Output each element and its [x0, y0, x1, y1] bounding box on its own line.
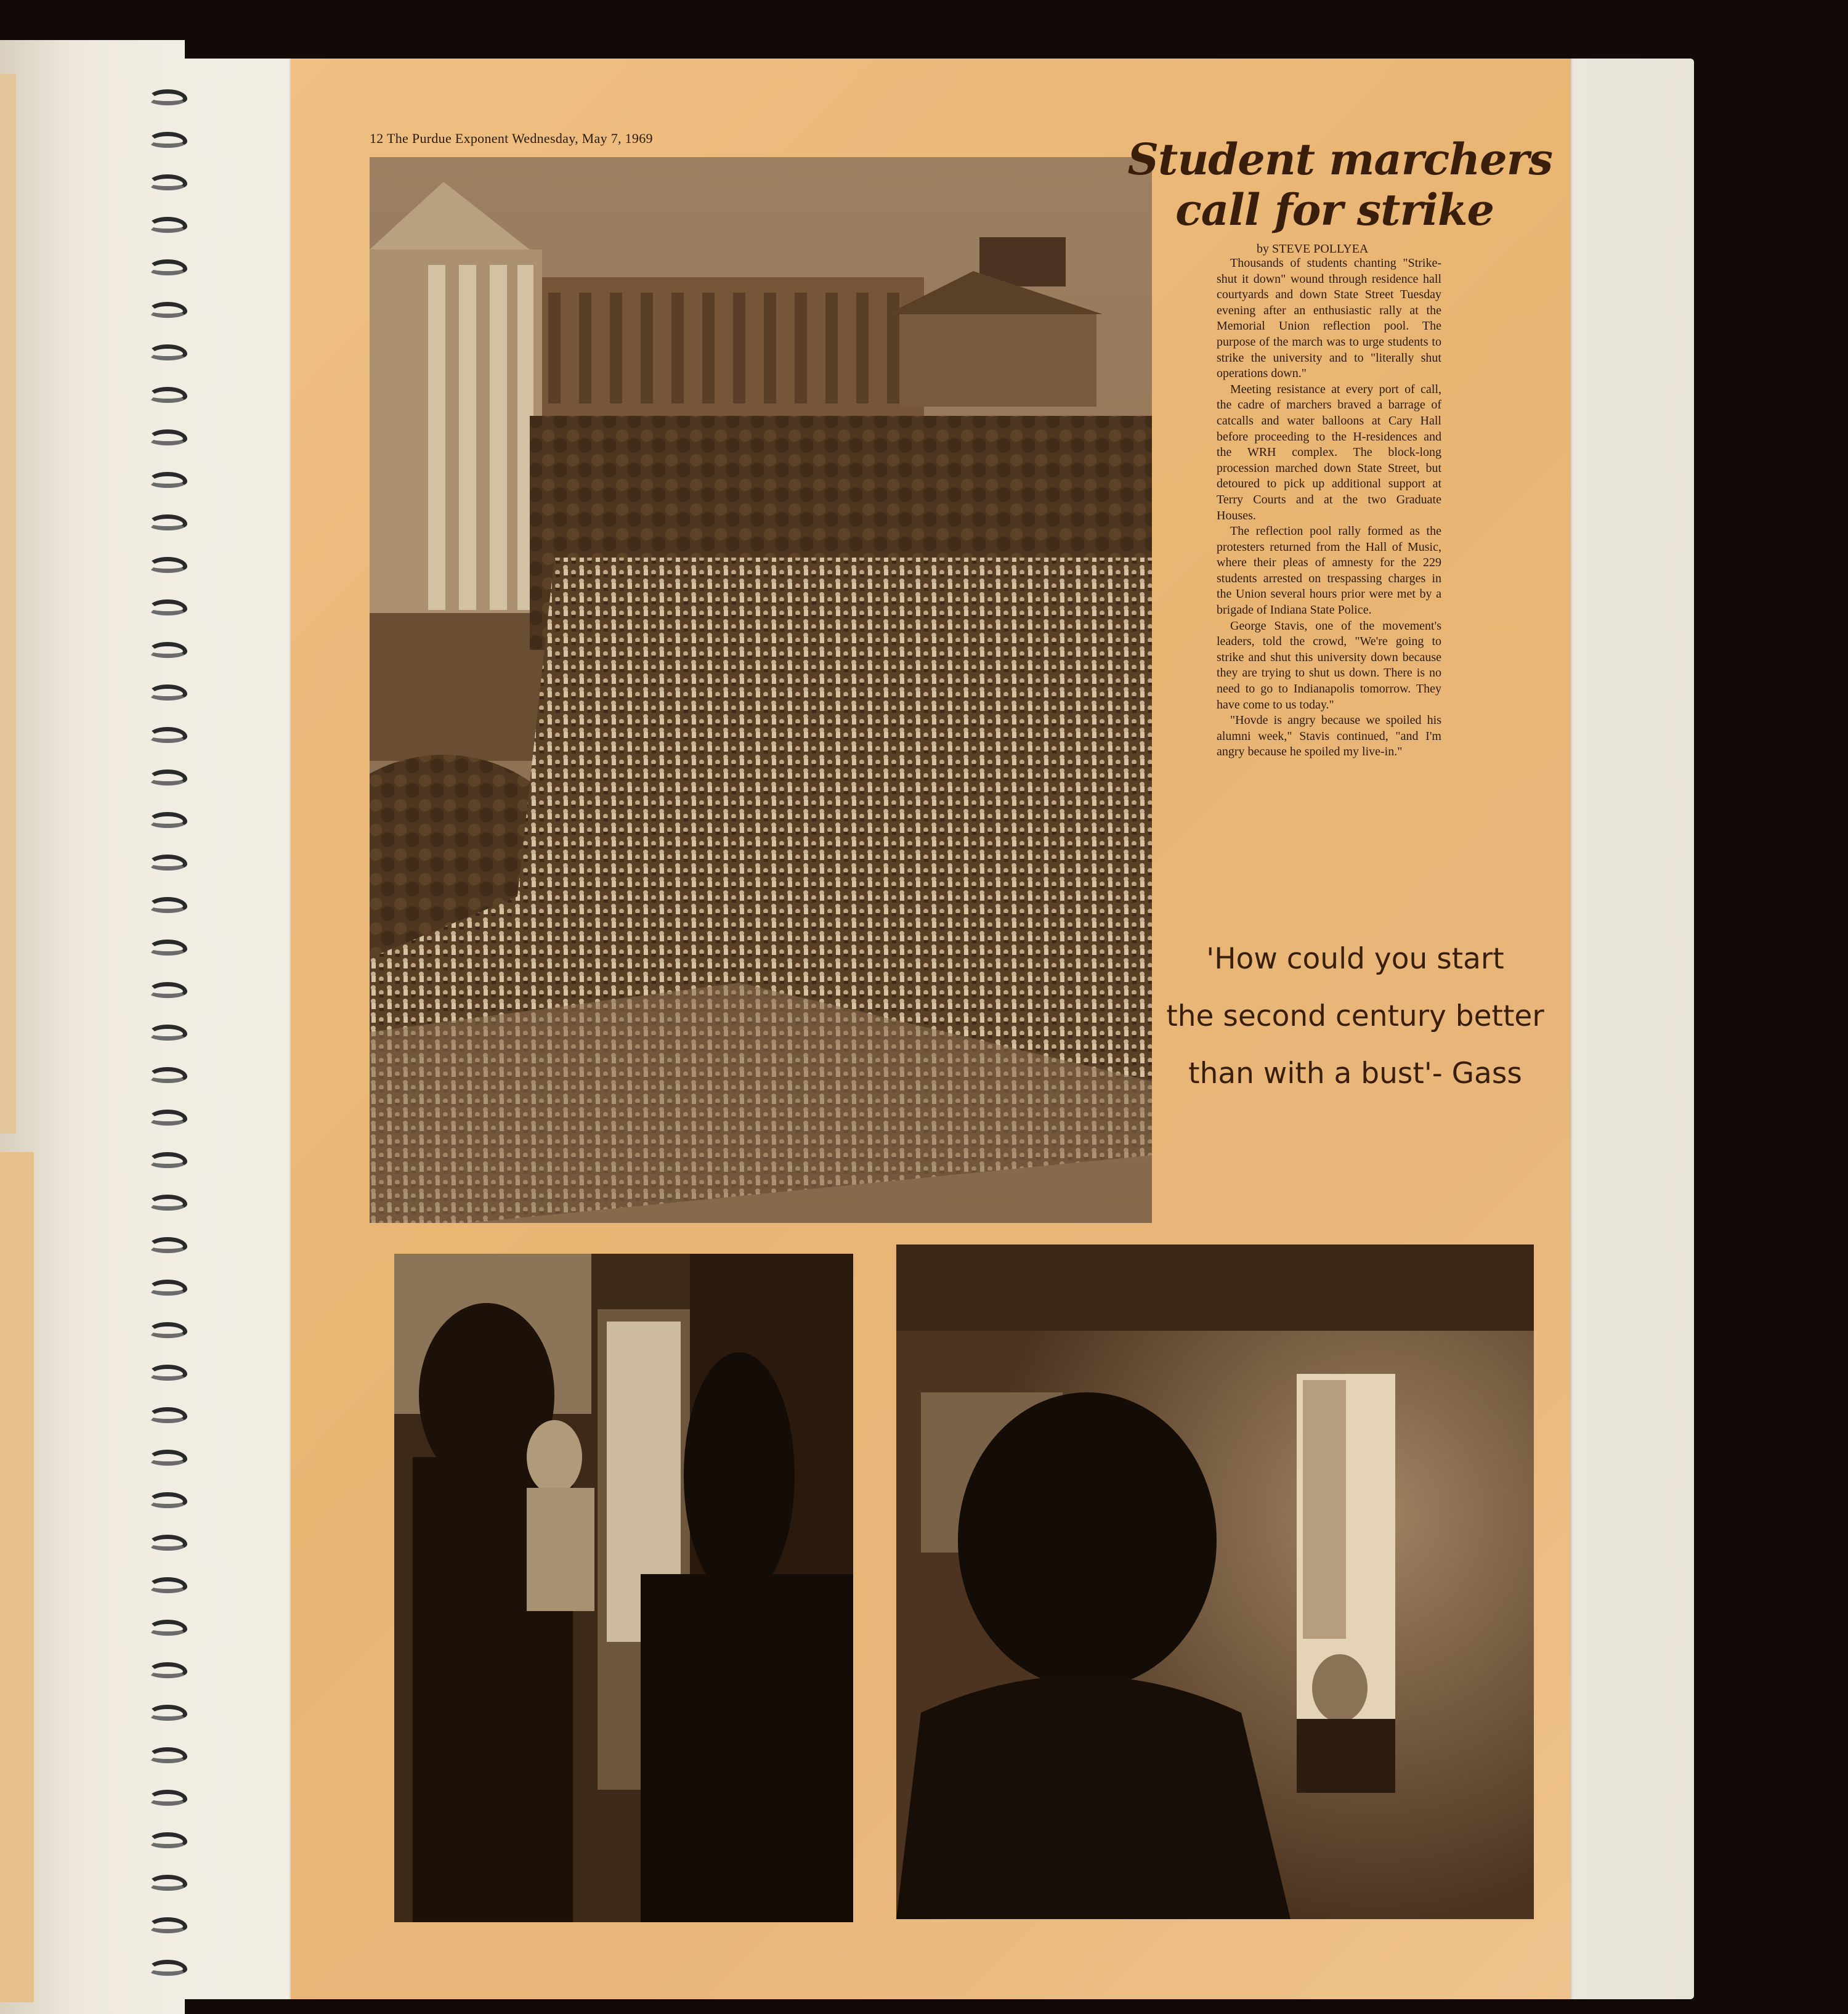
binding-ring — [148, 940, 187, 956]
left-page-clipping-edge — [0, 74, 16, 1134]
binding-ring — [148, 344, 187, 360]
crowd-photo — [370, 157, 1152, 1223]
binding-ring — [148, 855, 187, 871]
binding-ring — [148, 259, 187, 275]
binding-ring — [148, 1577, 187, 1593]
headline-line-2: call for strike — [1175, 184, 1494, 235]
binding-ring — [148, 1110, 187, 1126]
binding-ring — [148, 1195, 187, 1211]
binding-ring — [148, 1875, 187, 1891]
binding-ring — [148, 982, 187, 998]
binding-ring — [148, 1152, 187, 1168]
article-paragraph: Thousands of students chanting "Strike-shut it down" wound through residence hall courtyards and down State Street Tuesday evening after an enthusiastic rally at the Memorial Union reflection pool. The purpose of the march was to urge students to strike the university and to "literally shut operations down." — [1217, 256, 1441, 381]
binding-ring — [148, 684, 187, 700]
binding-ring — [148, 302, 187, 318]
article-body — [1217, 256, 1441, 760]
binding-ring — [148, 514, 187, 530]
pull-quote — [1158, 930, 1552, 1102]
pull-quote-line: 'How could you start — [1206, 942, 1504, 976]
binding-ring — [148, 1450, 187, 1466]
binding-ring — [148, 1662, 187, 1678]
binding-ring — [148, 1322, 187, 1338]
binding-ring — [148, 132, 187, 148]
binding-ring — [148, 1025, 187, 1041]
binding-ring — [148, 174, 187, 190]
binding-ring — [148, 599, 187, 615]
binding-ring — [148, 1535, 187, 1551]
binding-ring — [148, 727, 187, 743]
binding-ring — [148, 1747, 187, 1763]
binding-ring — [148, 1917, 187, 1933]
binding-ring — [148, 812, 187, 828]
article-paragraph: George Stavis, one of the movement's leaders, told the crowd, "We're going to strike and shut this university down because they are trying to shut us down. There is no need to go to Indianapolis tomorrow. They have come to us today." — [1217, 619, 1441, 712]
binding-ring — [148, 769, 187, 786]
article-paragraph: "Hovde is angry because we spoiled his alumni week," Stavis continued, "and I'm angry because he spoiled my live-in." — [1217, 713, 1441, 759]
binding-ring — [148, 1237, 187, 1253]
binding-ring — [148, 89, 187, 105]
binding-ring — [148, 642, 187, 658]
binding-ring — [148, 429, 187, 445]
doorway-photo — [394, 1254, 853, 1922]
headline — [1121, 134, 1552, 235]
byline: by STEVE POLLYEA — [1257, 242, 1369, 256]
binding-ring — [148, 1705, 187, 1721]
binding-ring — [148, 1365, 187, 1381]
binding-ring — [148, 1790, 187, 1806]
page-folio: 12 The Purdue Exponent Wednesday, May 7, 1969 — [370, 131, 653, 146]
window-photo — [896, 1245, 1534, 1919]
pull-quote-line: than with a bust'- Gass — [1188, 1057, 1522, 1090]
spiral-binding — [148, 89, 191, 1984]
binding-ring — [148, 1960, 187, 1976]
binding-ring — [148, 1620, 187, 1636]
binding-ring — [148, 1407, 187, 1423]
pull-quote-line: the second century better — [1166, 999, 1544, 1033]
left-page-clipping-edge-lower — [0, 1152, 34, 2002]
binding-ring — [148, 1492, 187, 1508]
binding-ring — [148, 1067, 187, 1083]
article-paragraph: The reflection pool rally formed as the protesters returned from the Hall of Music, where their pleas of amnesty for the 229 students arrested on trespassing charges in the Union several hours prior were met by a brigade of Indiana State Police. — [1217, 524, 1441, 617]
binding-ring — [148, 897, 187, 913]
binding-ring — [148, 1832, 187, 1848]
binding-ring — [148, 557, 187, 573]
binding-ring — [148, 1280, 187, 1296]
binding-ring — [148, 472, 187, 488]
headline-line-1: Student marchers — [1127, 134, 1552, 185]
article-paragraph: Meeting resistance at every port of call, the cadre of marchers braved a barrage of catcalls and water balloons at Cary Hall before proceeding to the H-residences and the WRH complex. The block-long procession marched down State Street, but detoured to pick up additional support at Terry Courts and at the two Graduate Houses. — [1217, 382, 1441, 522]
binding-ring — [148, 387, 187, 403]
binding-ring — [148, 217, 187, 233]
